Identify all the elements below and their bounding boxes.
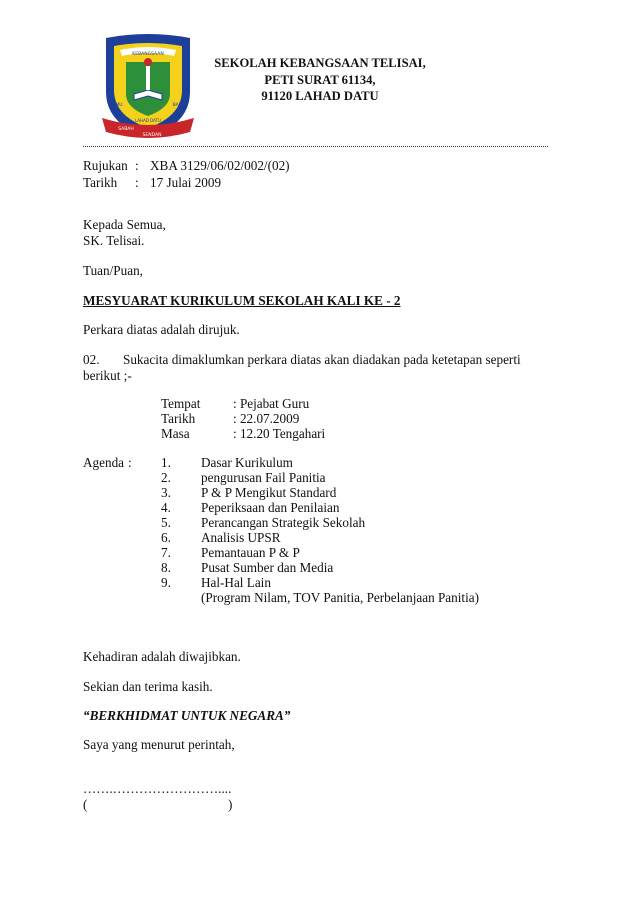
tarikh-label: Tarikh: [83, 175, 118, 190]
header-divider: [83, 146, 548, 147]
crest-bottom-banner: LAHAD DATU: [135, 118, 161, 123]
recipient-line-1: Kepada Semua,: [83, 217, 166, 232]
rujukan-label: Rujukan: [83, 158, 128, 173]
detail-label: Masa: [161, 426, 190, 441]
crest-ribbon-text: SABAH: [118, 127, 134, 132]
agenda-item-number: 1.: [161, 455, 171, 470]
agenda-item-number: 7.: [161, 545, 171, 560]
rujukan-separator: :: [135, 158, 139, 173]
school-name: SEKOLAH KEBANGSAAN TELISAI,: [214, 56, 426, 70]
signature-line: …….……………………....: [83, 781, 232, 796]
agenda-item-number: 2.: [161, 470, 171, 485]
agenda-item-text: Hal-Hal Lain: [201, 575, 271, 590]
salutation: Tuan/Puan,: [83, 263, 143, 278]
agenda-item-number: 3.: [161, 485, 171, 500]
detail-label: Tarikh: [161, 411, 196, 426]
rujukan-value: XBA 3129/06/02/002/(02): [150, 158, 290, 173]
recipient-line-2: SK. Telisai.: [83, 233, 145, 248]
agenda-item-text: Pemantauan P & P: [201, 545, 300, 560]
agenda-item-text: pengurusan Fail Panitia: [201, 470, 326, 485]
agenda-item-text: Pusat Sumber dan Media: [201, 560, 334, 575]
detail-label: Tempat: [161, 396, 201, 411]
agenda-item-number: 5.: [161, 515, 171, 530]
crest-right-word: BAKTI: [172, 103, 186, 108]
detail-value: : Pejabat Guru: [233, 396, 310, 411]
agenda-item-text: Peperiksaan dan Penilaian: [201, 500, 340, 515]
agenda-item-text: Analisis UPSR: [201, 530, 281, 545]
name-paren-close: ): [228, 797, 233, 812]
detail-value: : 22.07.2009: [233, 411, 300, 426]
crest-ribbon-text-2: SENDAN: [142, 133, 162, 138]
paragraph-2-line-2: berikut ;-: [83, 368, 132, 383]
paragraph-1: Perkara diatas adalah dirujuk.: [83, 322, 240, 337]
detail-value: : 12.20 Tengahari: [233, 426, 326, 441]
agenda-item-number: 9.: [161, 575, 171, 590]
paragraph-2-number: 02.: [83, 352, 100, 367]
tarikh-value: 17 Julai 2009: [150, 175, 222, 190]
agenda-item-number: 4.: [161, 500, 171, 515]
crest-left-word: ILMU: [111, 103, 123, 108]
school-crest-logo: [98, 32, 198, 144]
address-line-2: 91120 LAHAD DATU: [261, 89, 379, 103]
name-paren-open: (: [83, 797, 88, 812]
tarikh-separator: :: [135, 175, 139, 190]
agenda-separator: :: [128, 455, 132, 470]
agenda-item-text: Perancangan Strategik Sekolah: [201, 515, 366, 530]
agenda-item-text: P & P Mengikut Standard: [201, 485, 337, 500]
motto: “BERKHIDMAT UNTUK NEGARA”: [83, 708, 291, 723]
paragraph-2-line-1: Sukacita dimaklumkan perkara diatas akan diadakan pada ketetapan seperti: [123, 352, 521, 367]
address-line-1: PETI SURAT 61134,: [264, 73, 376, 87]
agenda-label: Agenda: [83, 455, 125, 470]
thanks-line: Sekian dan terima kasih.: [83, 679, 213, 694]
crest-top-banner: KEBANGSAAN: [132, 52, 164, 57]
agenda-note: (Program Nilam, TOV Panitia, Perbelanjaan Panitia): [201, 590, 479, 605]
order-line: Saya yang menurut perintah,: [83, 737, 235, 752]
agenda-item-number: 8.: [161, 560, 171, 575]
agenda-item-text: Dasar Kurikulum: [201, 455, 293, 470]
agenda-item-number: 6.: [161, 530, 171, 545]
subject-heading: MESYUARAT KURIKULUM SEKOLAH KALI KE - 2: [83, 293, 401, 308]
attendance-notice: Kehadiran adalah diwajibkan.: [83, 649, 241, 664]
